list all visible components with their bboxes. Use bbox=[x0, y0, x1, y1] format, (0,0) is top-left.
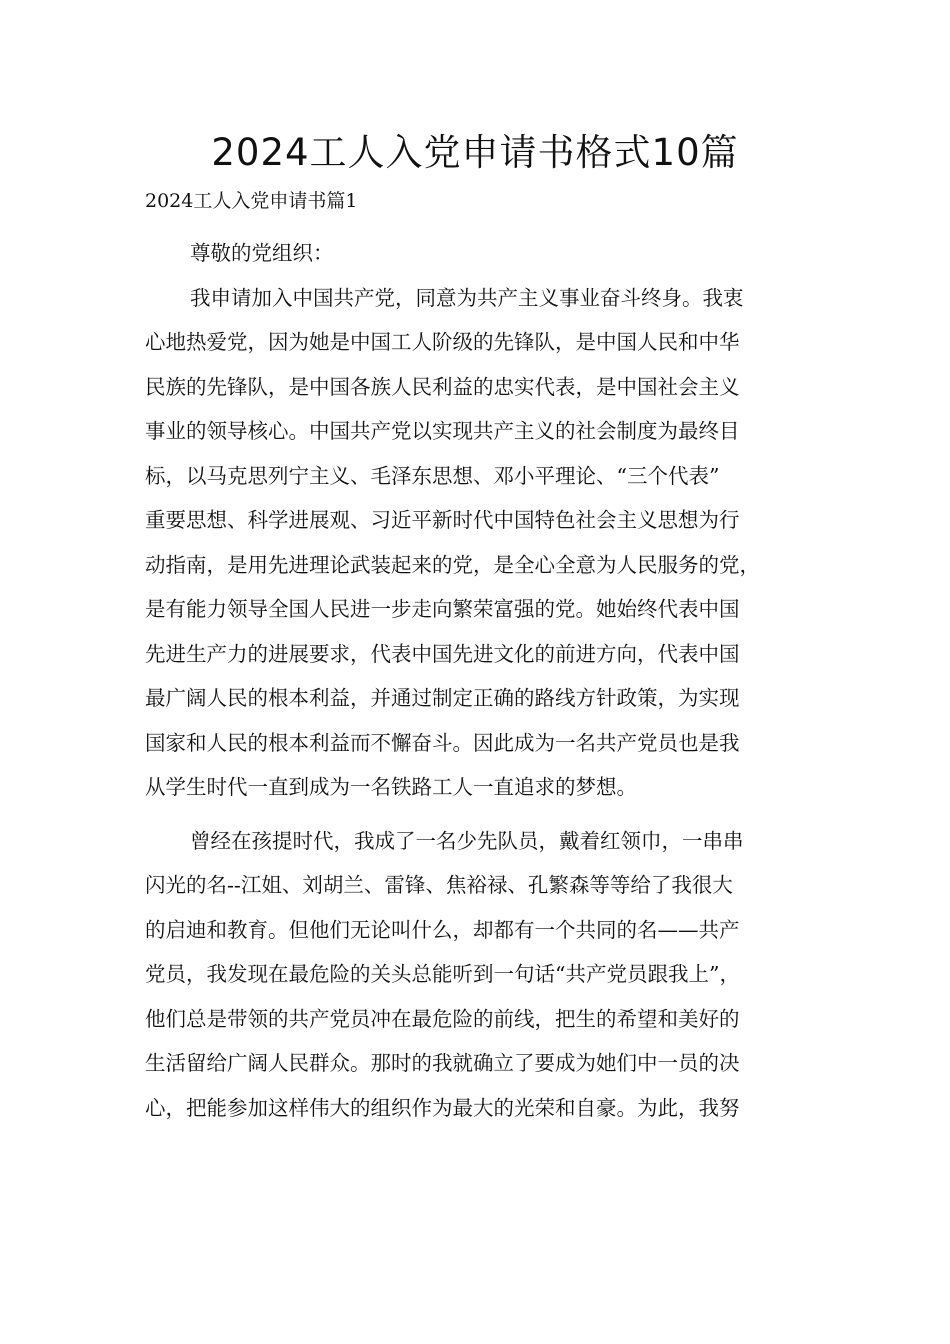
salutation bbox=[145, 231, 807, 276]
paragraph-line: 标，以马克思列宁主义、毛泽东思想、邓小平理论、“三个代表” bbox=[145, 463, 720, 488]
paragraph-line: 从学生时代一直到成为一名铁路工人一直追求的梦想。 bbox=[145, 775, 637, 799]
paragraph-line: 是有能力领导全国人民进一步走向繁荣富强的党。她始终代表中国 bbox=[145, 597, 740, 621]
paragraph-line: 心，把能参加这样伟大的组织作为最大的光荣和自豪。为此，我努 bbox=[145, 1095, 740, 1120]
document-title: 2024工人入党申请书格式10篇 bbox=[211, 131, 739, 174]
paragraph-line: 生活留给广阔人民群众。那时的我就确立了要成为她们中一员的决 bbox=[145, 1051, 740, 1075]
paragraph-line: 他们总是带领的共产党员冲在最危险的前线，把生的希望和美好的 bbox=[145, 1006, 740, 1031]
paragraph-line: 我申请加入中国共产党，同意为共产主义事业奋斗终身。我衷 bbox=[190, 285, 744, 310]
paragraph-line: 动指南，是用先进理论武装起来的党，是全心全意为人民服务的党， bbox=[145, 552, 760, 577]
paragraph-line: 先进生产力的进展要求，代表中国先进文化的前进方向，代表中国 bbox=[145, 641, 740, 666]
paragraph-line: 闪光的名--江姐、刘胡兰、雷锋、焦裕禄、孔繁森等等给了我很大 bbox=[145, 873, 733, 897]
paragraph-2 bbox=[145, 819, 807, 1131]
paragraph-line: 党员，我发现在最危险的关头总能听到一句话“共产党员跟我上”， bbox=[145, 962, 740, 986]
paragraph-line: 心地热爱党，因为她是中国工人阶级的先锋队，是中国人民和中华 bbox=[145, 330, 740, 354]
paragraph-1 bbox=[145, 276, 807, 810]
section-heading: 2024工人入党申请书篇1 bbox=[145, 190, 358, 212]
paragraph-line: 重要思想、科学进展观、习近平新时代中国特色社会主义思想为行 bbox=[145, 508, 740, 532]
salutation-line: 尊敬的党组织： bbox=[190, 241, 334, 265]
paragraph-line: 曾经在孩提时代，我成了一名少先队员，戴着红领巾，一串串 bbox=[190, 828, 744, 853]
paragraph-line: 民族的先锋队，是中国各族人民利益的忠实代表，是中国社会主义 bbox=[145, 374, 740, 399]
paragraph-line: 最广阔人民的根本利益，并通过制定正确的路线方针政策，为实现 bbox=[145, 686, 740, 710]
document-body bbox=[145, 231, 807, 1130]
paragraph-line: 的启迪和教育。但他们无论叫什么，却都有一个共同的名——共产 bbox=[145, 917, 740, 942]
paragraph-spacer bbox=[145, 810, 807, 819]
paragraph-line: 国家和人民的根本利益而不懈奋斗。因此成为一名共产党员也是我 bbox=[145, 730, 740, 755]
paragraph-line: 事业的领导核心。中国共产党以实现共产主义的社会制度为最终目 bbox=[145, 419, 740, 443]
